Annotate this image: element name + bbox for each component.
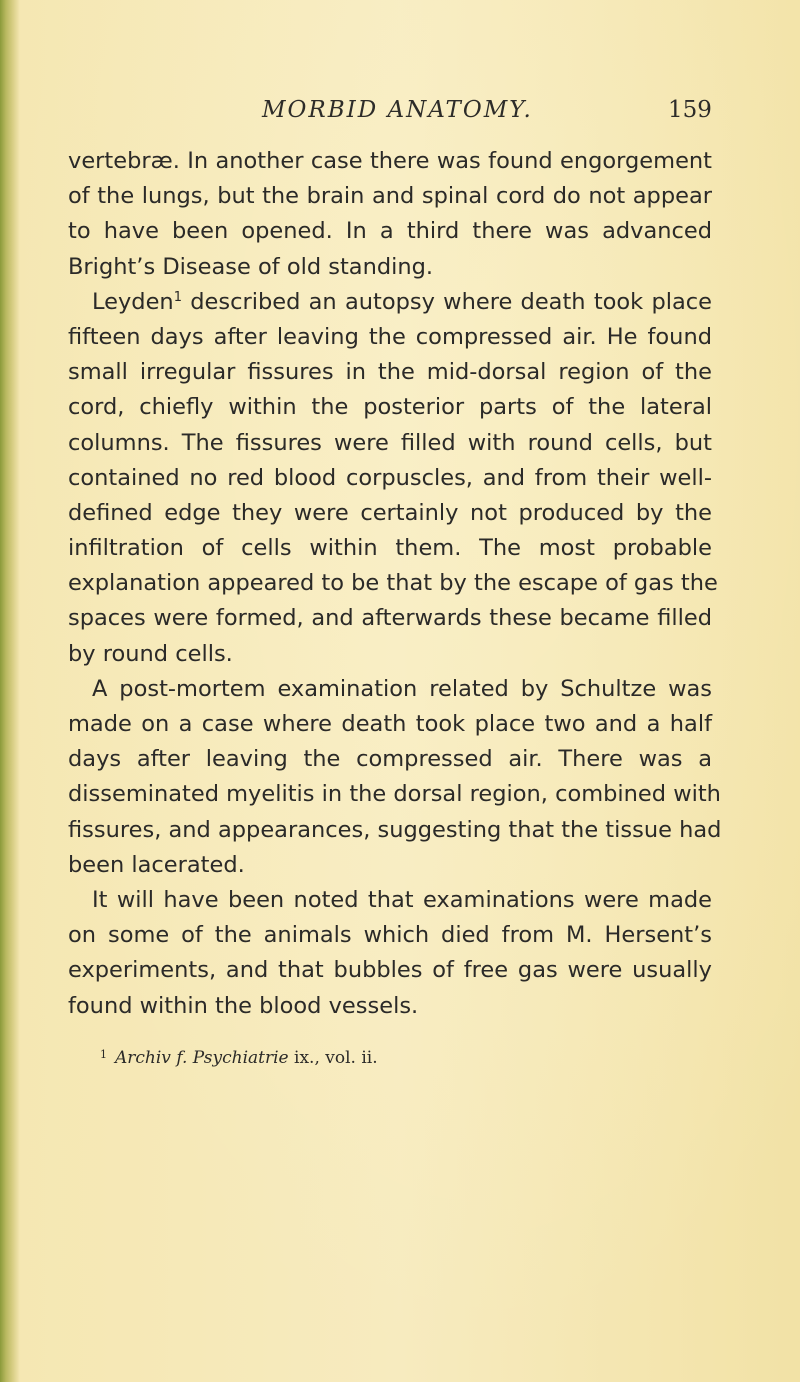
footnote-mark: 1 (100, 1048, 107, 1061)
author-name: Leyden (92, 288, 174, 315)
text-line: disseminated myelitis in the dorsal region, combined with (68, 781, 721, 808)
body-text (68, 144, 722, 1024)
text-line: contained no red blood corpuscles, and from their well- (68, 464, 712, 491)
page-number: 159 (668, 97, 712, 123)
text-line: by round cells. (68, 640, 233, 667)
text-line: of the lungs, but the brain and spinal cord do not appear (68, 183, 712, 210)
text-line: A post-mortem examination related by Schultze was (92, 675, 712, 702)
text-line: explanation appeared to be that by the escape of gas the (68, 570, 718, 597)
running-head (0, 97, 800, 127)
running-title: MORBID ANATOMY. (262, 97, 533, 123)
text-line: vertebræ. In another case there was found engorgement (68, 148, 712, 174)
text-line: to have been opened. In a third there was advanced (68, 218, 712, 245)
text-line: been lacerated. (68, 851, 245, 878)
text-line: fissures, and appearances, suggesting that the tissue had (68, 816, 722, 843)
footnote-title: Archiv f. Psychiatrie (115, 1048, 289, 1068)
text-line-leyden (68, 285, 712, 320)
text-line: spaces were formed, and afterwards these became filled (68, 605, 712, 632)
text-line: found within the blood vessels. (68, 992, 419, 1019)
footnote-reference: 1 (173, 289, 182, 305)
text-line: defined edge they were certainly not produced by the (68, 499, 712, 526)
text-line: small irregular fissures in the mid-dorsal region of the (68, 359, 712, 386)
text-line: made on a case where death took place two and a half (68, 711, 712, 737)
footnote (100, 1048, 700, 1068)
text-line: columns. The fissures were filled with round cells, but (68, 429, 712, 456)
page-gutter (0, 0, 20, 1382)
text-line: on some of the animals which died from M. Hersent’s (68, 922, 712, 949)
text-line: infiltration of cells within them. The most probable (68, 535, 712, 562)
text-line: fifteen days after leaving the compressed air. He found (68, 323, 712, 350)
text-line: experiments, and that bubbles of free gas were usually (68, 957, 712, 984)
text-line: cord, chiefly within the posterior parts of the lateral (68, 394, 712, 421)
text-line-fragment: described an autopsy where death took place (190, 288, 713, 315)
text-line: days after leaving the compressed air. There was a (68, 746, 712, 773)
text-line: Bright’s Disease of old standing. (68, 253, 434, 280)
text-line: It will have been noted that examinations were made (92, 886, 712, 913)
footnote-rest: ix., vol. ii. (294, 1048, 378, 1068)
